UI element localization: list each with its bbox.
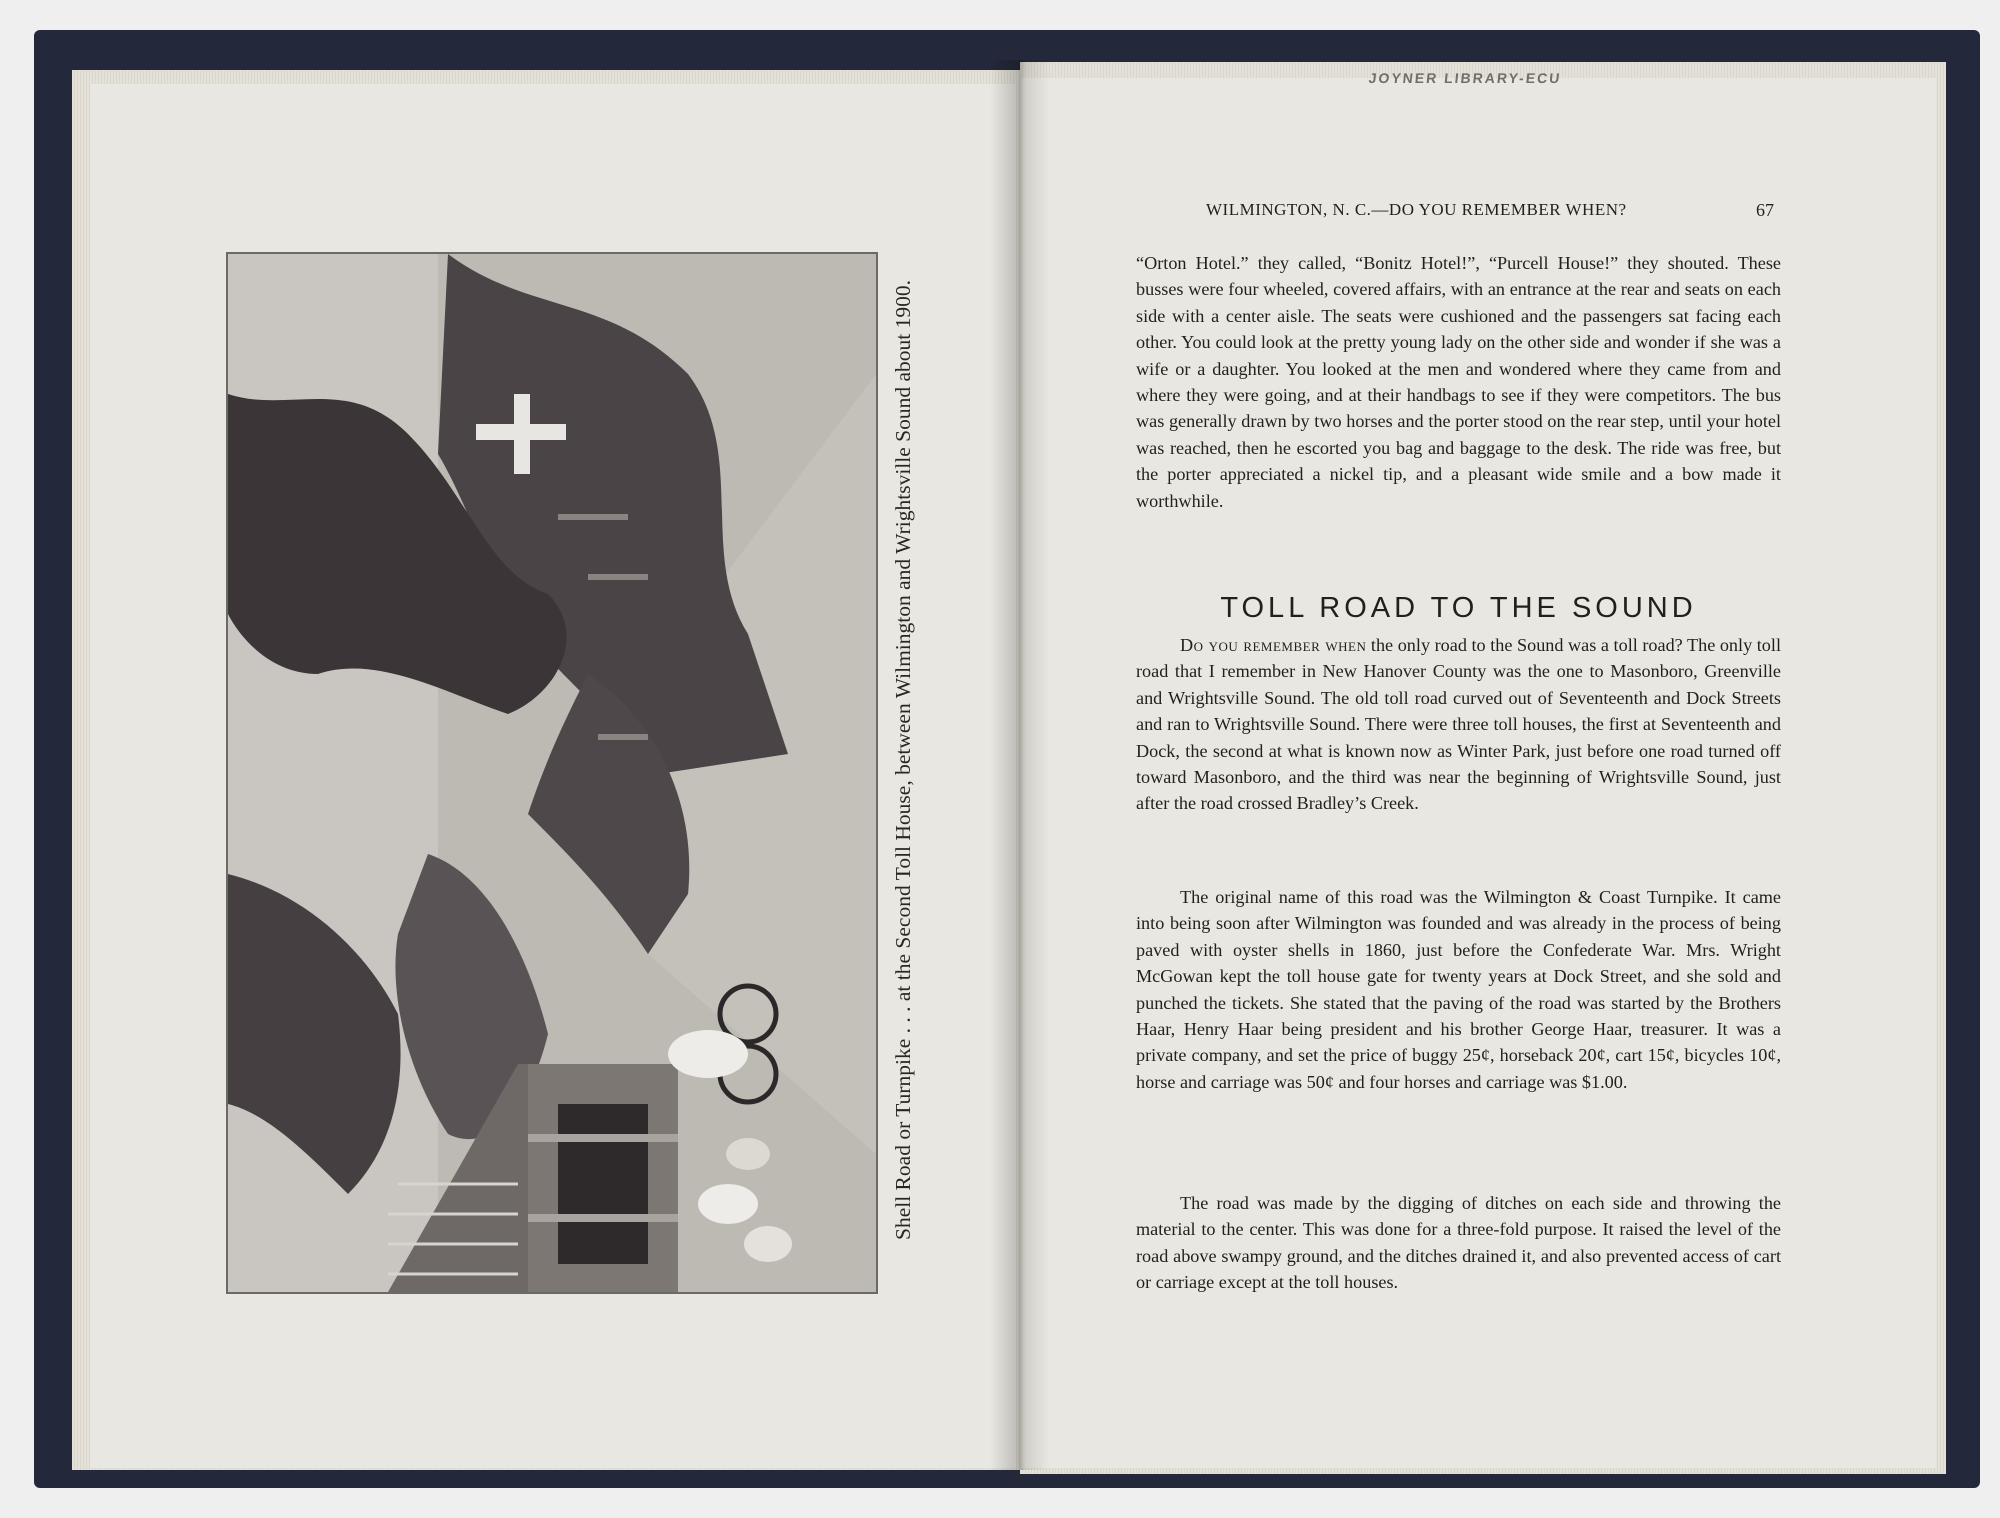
paragraph-2-text: the only road to the Sound was a toll road? The only toll road that I remember in New Hanover County was the one to Masonboro, Greenville and Wrightsville Sound. The old toll road curved out of Seventeenth and Dock Streets and ran to Wrightsville Sound. There were three toll houses, the first at Seventeenth and Dock, the second at what is known now as Winter Park, just before one road turned off toward Masonboro, and the third was near the beginning of Wrightsville Sound, just after the road crossed Bradley’s Creek.: [1136, 635, 1781, 814]
page-number: 67: [1756, 200, 1774, 220]
paragraph-2-lead: Do you remember when: [1180, 635, 1367, 655]
photo-caption: Shell Road or Turnpike . . . at the Second Toll House, between Wilmington and Wrightsville Sound about 1900.: [891, 280, 915, 1241]
paragraph-4: The road was made by the digging of ditches on each side and throwing the material to the center. This was done for a three-fold purpose. It raised the level of the road above swampy ground, and the ditches drained it, and also prevented access of cart or carriage except at the toll houses.: [1136, 1193, 1781, 1293]
book-gutter: [990, 60, 1050, 1470]
paragraph-1: “Orton Hotel.” they called, “Bonitz Hotel!”, “Purcell House!” they shouted. These busses were four wheeled, covered affairs, with an entrance at the rear and seats on each side with a center aisle. The seats were cushioned and the passengers sat facing each other. You could look at the pretty young lady on the other side and wonder if she was a wife or a daughter. You looked at the men and wondered where they came from and where they were going, and at their handbags to see if they were competitors. The bus was generally drawn by two horses and the porter stood on the rear step, until your hotel was reached, then he escorted you bag and baggage to the desk. The ride was free, but the porter appreciated a nickel tip, and a pleasant wide smile and a bow made it worthwhile.: [1136, 253, 1781, 511]
toll-house-photo: [226, 252, 878, 1294]
running-head: WILMINGTON, N. C.—DO YOU REMEMBER WHEN?: [1206, 200, 1627, 219]
library-stamp: JOYNER LIBRARY-ECU: [1367, 70, 1563, 86]
paragraph-2: [1136, 632, 1781, 817]
section-heading: TOLL ROAD TO THE SOUND: [1220, 592, 1697, 624]
paragraph-3: The original name of this road was the Wilmington & Coast Turnpike. It came into being soon after Wilmington was founded and was already in the process of being paved with oyster shells in 1860, just before the Confederate War. Mrs. Wright McGowan kept the toll house gate for twenty years at Dock Street, and she sold and punched the tickets. She stated that the paving of the road was started by the Brothers Haar, Henry Haar being president and his brother George Haar, treasurer. It was a private company, and set the price of buggy 25¢, horseback 20¢, cart 15¢, bicycles 10¢, horse and carriage was 50¢ and four horses and carriage was $1.00.: [1136, 887, 1781, 1092]
photo-illustration: [228, 254, 876, 1292]
